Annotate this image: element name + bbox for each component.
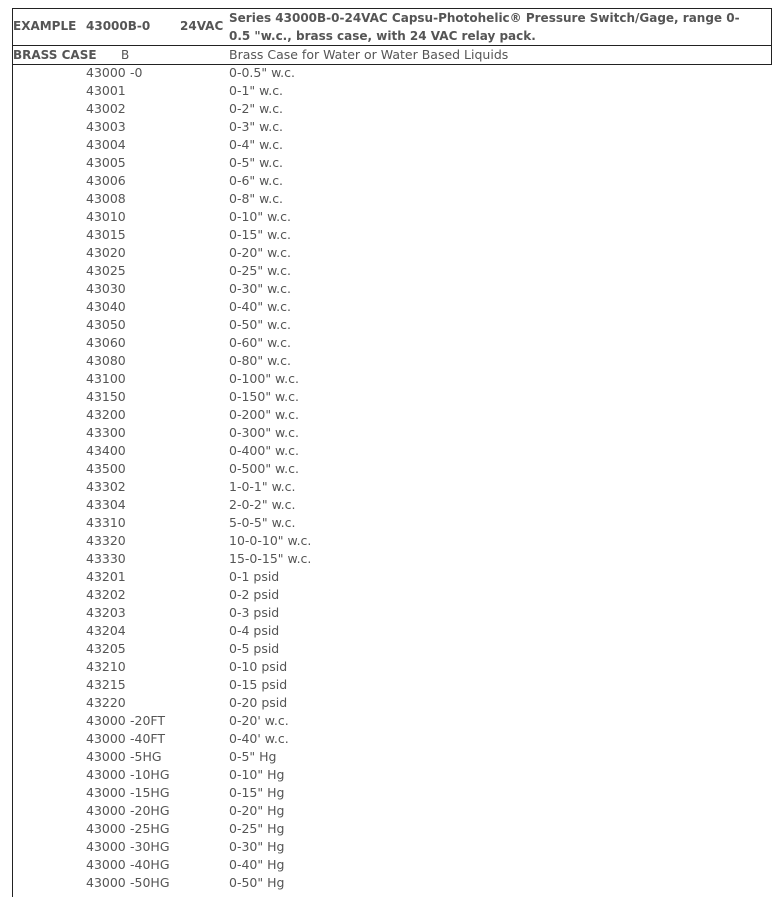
model-number: 43000 <box>86 65 126 80</box>
table-row <box>12 856 772 874</box>
range-value: 0-300" w.c. <box>229 425 299 440</box>
range-value: 0-4 psid <box>229 623 280 638</box>
table-row <box>12 406 772 424</box>
range-value: 0-50" Hg <box>229 875 285 890</box>
model-number: 43210 <box>86 659 126 674</box>
example-label: EXAMPLE <box>13 19 77 33</box>
model-number: 43100 <box>86 371 126 386</box>
model-number: 43000 <box>86 839 126 854</box>
example-description: Series 43000B-0-24VAC Capsu-Photohelic® Pressure Switch/Gage, range 0-0.5 "w.c., brass case, with 24 VAC relay pack. <box>229 11 740 43</box>
model-number: 43015 <box>86 227 126 242</box>
table-row <box>12 766 772 784</box>
range-value: 0-10" Hg <box>229 767 285 782</box>
range-value: 0-80" w.c. <box>229 353 291 368</box>
range-value: 0-20 psid <box>229 695 288 710</box>
table-row <box>12 874 772 892</box>
table-row <box>12 496 772 514</box>
table-row <box>12 838 772 856</box>
model-suffix: -30HG <box>130 839 170 854</box>
table-row <box>12 694 772 712</box>
range-value: 0-20' w.c. <box>229 713 289 728</box>
model-number: 43500 <box>86 461 126 476</box>
model-suffix: -20HG <box>130 803 170 818</box>
table-row <box>12 154 772 172</box>
model-number: 43000 <box>86 821 126 836</box>
range-value: 0-30" w.c. <box>229 281 291 296</box>
model-number: 43300 <box>86 425 126 440</box>
range-value: 0-500" w.c. <box>229 461 299 476</box>
range-value: 0-15 psid <box>229 677 288 692</box>
table-row <box>12 100 772 118</box>
table-row <box>12 730 772 748</box>
model-number: 43204 <box>86 623 126 638</box>
model-number: 43000 <box>86 857 126 872</box>
table-row <box>12 388 772 406</box>
table-row <box>12 244 772 262</box>
model-number: 43030 <box>86 281 126 296</box>
model-number: 43000 <box>86 749 126 764</box>
model-number: 43020 <box>86 245 126 260</box>
table-row <box>12 676 772 694</box>
table-right-border <box>771 8 772 65</box>
range-value: 0-60" w.c. <box>229 335 291 350</box>
table-row <box>12 640 772 658</box>
model-suffix: -20FT <box>130 713 166 728</box>
range-value: 0-20" Hg <box>229 803 285 818</box>
model-number: 43025 <box>86 263 126 278</box>
table-row <box>12 550 772 568</box>
table-row <box>12 604 772 622</box>
model-suffix: -50HG <box>130 875 170 890</box>
ordering-table <box>12 8 772 897</box>
table-row <box>12 298 772 316</box>
brass-case-code: B <box>121 48 130 62</box>
range-value: 0-30" Hg <box>229 839 285 854</box>
model-number: 43215 <box>86 677 126 692</box>
model-number: 43000 <box>86 875 126 890</box>
model-number: 43050 <box>86 317 126 332</box>
range-value: 0-150" w.c. <box>229 389 299 404</box>
model-number: 43310 <box>86 515 126 530</box>
model-number: 43005 <box>86 155 126 170</box>
table-row <box>12 784 772 802</box>
range-value: 0-15" Hg <box>229 785 285 800</box>
model-number: 43040 <box>86 299 126 314</box>
model-suffix: -0 <box>130 65 143 80</box>
table-row <box>12 64 772 82</box>
table-row <box>12 712 772 730</box>
model-number: 43200 <box>86 407 126 422</box>
model-number: 43400 <box>86 443 126 458</box>
table-row <box>12 802 772 820</box>
model-number: 43203 <box>86 605 126 620</box>
range-value: 0-0.5" w.c. <box>229 65 295 80</box>
model-number: 43220 <box>86 695 126 710</box>
model-number: 43000 <box>86 713 126 728</box>
model-number: 43060 <box>86 335 126 350</box>
table-row <box>12 820 772 838</box>
range-value: 0-1 psid <box>229 569 280 584</box>
range-value: 0-25" Hg <box>229 821 285 836</box>
table-row <box>12 136 772 154</box>
range-value: 0-20" w.c. <box>229 245 291 260</box>
model-number: 43000 <box>86 767 126 782</box>
model-number: 43008 <box>86 191 126 206</box>
table-row <box>12 190 772 208</box>
table-row <box>12 460 772 478</box>
model-number: 43080 <box>86 353 126 368</box>
example-model: 43000B-0 <box>86 19 151 33</box>
model-suffix: -15HG <box>130 785 170 800</box>
range-value: 0-1" w.c. <box>229 83 284 98</box>
model-number: 43202 <box>86 587 126 602</box>
range-value: 0-400" w.c. <box>229 443 299 458</box>
brass-case-description: Brass Case for Water or Water Based Liquids <box>229 47 509 62</box>
range-value: 0-40" Hg <box>229 857 285 872</box>
range-value: 5-0-5" w.c. <box>229 515 296 530</box>
table-row <box>12 118 772 136</box>
table-row <box>12 532 772 550</box>
model-number: 43320 <box>86 533 126 548</box>
table-row <box>12 352 772 370</box>
model-number: 43003 <box>86 119 126 134</box>
model-number: 43302 <box>86 479 126 494</box>
table-row <box>12 226 772 244</box>
range-value: 0-8" w.c. <box>229 191 284 206</box>
model-number: 43330 <box>86 551 126 566</box>
model-number: 43205 <box>86 641 126 656</box>
table-row <box>12 262 772 280</box>
table-row <box>12 82 772 100</box>
model-suffix: -40HG <box>130 857 170 872</box>
range-value: 0-2" w.c. <box>229 101 284 116</box>
range-value: 0-50" w.c. <box>229 317 291 332</box>
range-value: 0-200" w.c. <box>229 407 299 422</box>
table-row <box>12 172 772 190</box>
range-value: 0-25" w.c. <box>229 263 291 278</box>
table-row <box>12 478 772 496</box>
model-suffix: -25HG <box>130 821 170 836</box>
range-value: 1-0-1" w.c. <box>229 479 296 494</box>
table-row <box>12 208 772 226</box>
model-number: 43000 <box>86 731 126 746</box>
range-value: 0-6" w.c. <box>229 173 284 188</box>
range-value: 10-0-10" w.c. <box>229 533 312 548</box>
table-row <box>12 370 772 388</box>
table-row <box>12 424 772 442</box>
model-number: 43004 <box>86 137 126 152</box>
range-value: 0-15" w.c. <box>229 227 291 242</box>
table-row <box>12 280 772 298</box>
range-value: 0-5 psid <box>229 641 280 656</box>
model-number: 43002 <box>86 101 126 116</box>
table-row <box>12 622 772 640</box>
table-row <box>12 334 772 352</box>
model-suffix: -40FT <box>130 731 166 746</box>
table-row <box>12 568 772 586</box>
range-value: 0-10" w.c. <box>229 209 291 224</box>
range-value: 0-5" w.c. <box>229 155 284 170</box>
model-number: 43150 <box>86 389 126 404</box>
range-value: 2-0-2" w.c. <box>229 497 296 512</box>
table-row <box>12 442 772 460</box>
table-row <box>12 658 772 676</box>
table-row <box>12 316 772 334</box>
range-value: 0-40' w.c. <box>229 731 289 746</box>
table-row <box>12 748 772 766</box>
model-number: 43006 <box>86 173 126 188</box>
range-value: 0-3 psid <box>229 605 280 620</box>
model-suffix: -5HG <box>130 749 162 764</box>
model-number: 43001 <box>86 83 126 98</box>
model-number: 43010 <box>86 209 126 224</box>
example-voltage: 24VAC <box>180 19 224 33</box>
range-value: 0-2 psid <box>229 587 280 602</box>
model-number: 43304 <box>86 497 126 512</box>
range-value: 0-40" w.c. <box>229 299 291 314</box>
brass-case-label: BRASS CASE <box>13 48 97 62</box>
table-row <box>12 586 772 604</box>
model-number: 43000 <box>86 803 126 818</box>
range-value: 0-3" w.c. <box>229 119 284 134</box>
model-number: 43201 <box>86 569 126 584</box>
range-value: 0-4" w.c. <box>229 137 284 152</box>
model-suffix: -10HG <box>130 767 170 782</box>
range-value: 0-100" w.c. <box>229 371 299 386</box>
model-number: 43000 <box>86 785 126 800</box>
range-value: 0-10 psid <box>229 659 288 674</box>
range-value: 15-0-15" w.c. <box>229 551 312 566</box>
table-row <box>12 514 772 532</box>
range-value: 0-5" Hg <box>229 749 277 764</box>
